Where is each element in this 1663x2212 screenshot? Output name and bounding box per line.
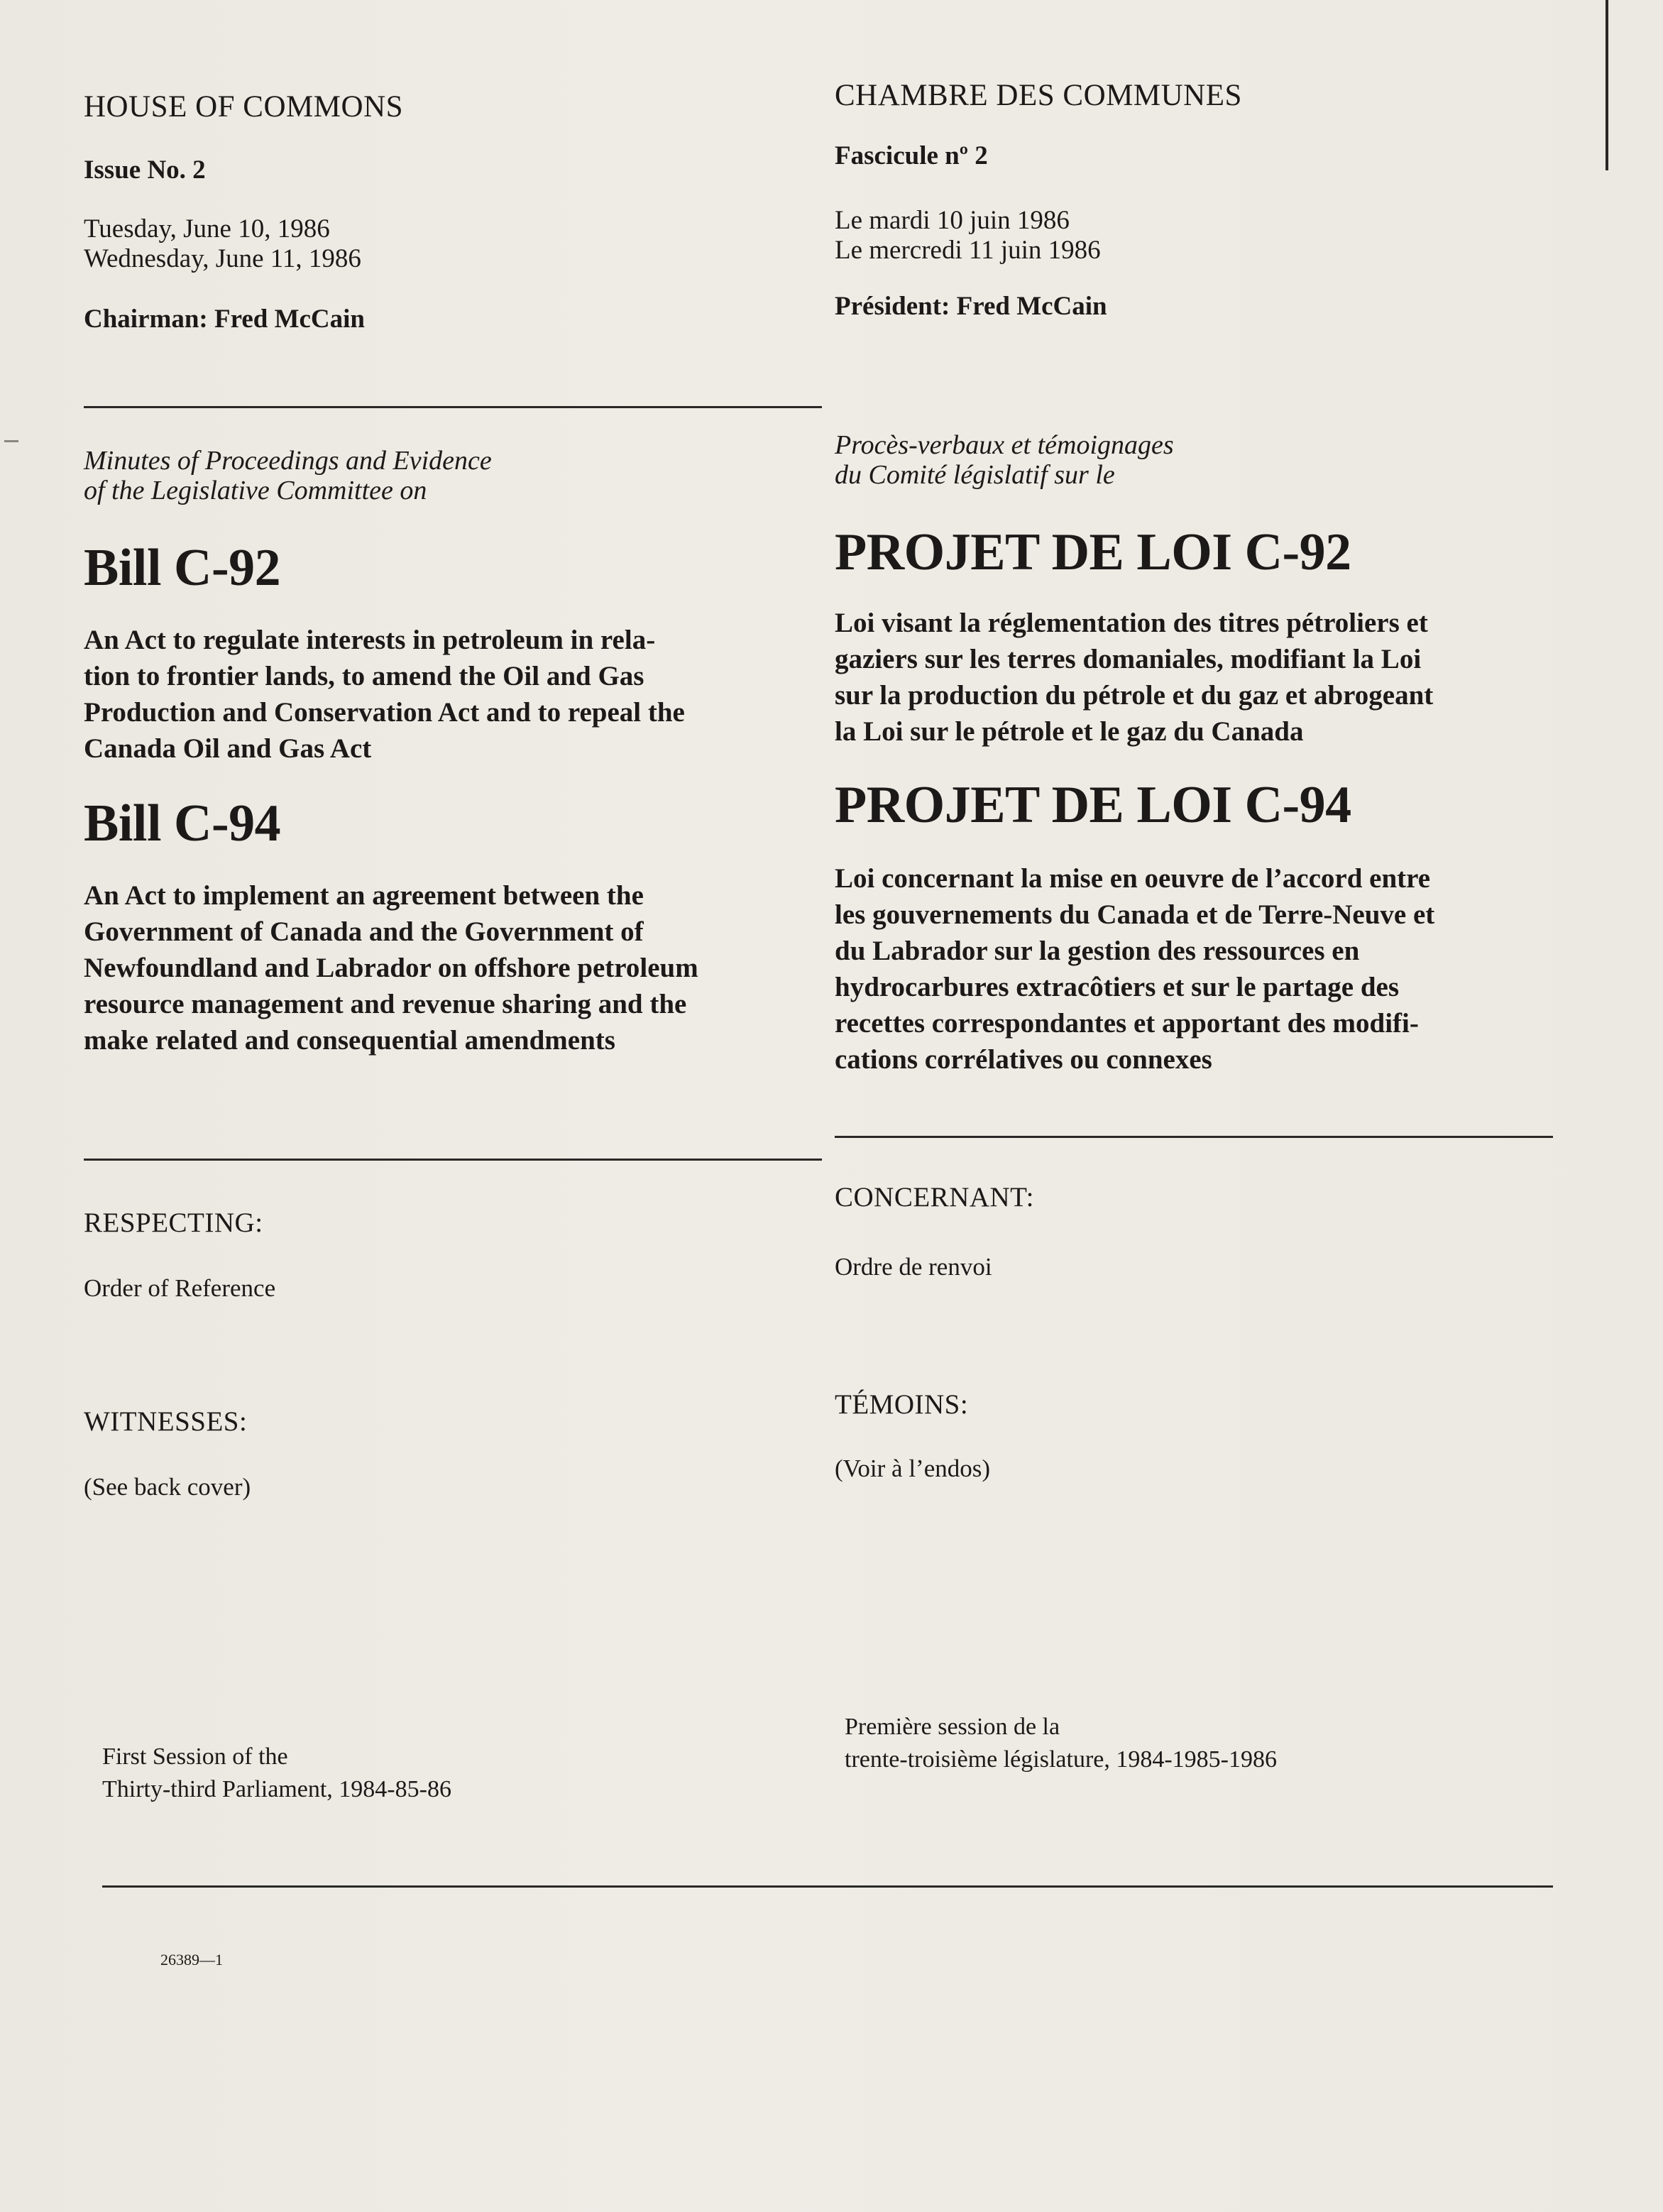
issue-dates	[84, 214, 808, 274]
witnesses-label: WITNESSES:	[84, 1406, 248, 1437]
projet-c94-title: PROJET DE LOI C-94	[835, 776, 1351, 834]
description-line: resource management and revenue sharing and the	[84, 989, 687, 1019]
divider	[84, 1159, 822, 1161]
minutes-line: Minutes of Proceedings and Evidence	[84, 446, 492, 476]
house-of-commons-heading: HOUSE OF COMMONS	[84, 90, 404, 124]
description-line: sur la production du pétrole et du gaz et abrogeant	[835, 680, 1434, 711]
bill-c92-title: Bill C-92	[84, 539, 281, 597]
description-line: hydrocarbures extracôtiers et sur le partage des	[835, 972, 1400, 1002]
description-line: Newfoundland and Labrador on offshore petroleum	[84, 953, 698, 983]
binding-edge	[1606, 0, 1608, 170]
description-line: gaziers sur les terres domaniales, modifiant la Loi	[835, 644, 1422, 674]
description-line: la Loi sur le pétrole et le gaz du Canada	[835, 716, 1304, 747]
description-line: make related and consequential amendments	[84, 1025, 615, 1056]
date-line: Le mardi 10 juin 1986	[835, 206, 1070, 235]
margin-mark	[4, 440, 18, 442]
bill-c92-description	[84, 622, 808, 767]
ordre-de-renvoi: Ordre de renvoi	[835, 1253, 992, 1281]
bill-c94-description	[84, 877, 808, 1058]
date-line: Tuesday, June 10, 1986	[84, 214, 330, 243]
description-line: Government of Canada and the Government of	[84, 916, 644, 947]
description-line: cations corrélatives ou connexes	[835, 1044, 1212, 1075]
session-info-fr	[845, 1711, 1569, 1776]
concernant-label: CONCERNANT:	[835, 1182, 1034, 1212]
projet-c92-title: PROJET DE LOI C-92	[835, 523, 1351, 581]
temoins-label: TÉMOINS:	[835, 1389, 969, 1420]
description-line: Canada Oil and Gas Act	[84, 733, 372, 764]
bottom-divider	[102, 1885, 1553, 1888]
description-line: du Labrador sur la gestion des ressources en	[835, 936, 1360, 966]
issue-dates-fr	[835, 206, 1559, 265]
proces-verbaux-heading	[835, 430, 1559, 490]
description-line: les gouvernements du Canada et de Terre-Neuve et	[835, 899, 1435, 930]
session-line: First Session of the	[102, 1743, 288, 1770]
session-line: Première session de la	[845, 1714, 1060, 1740]
description-line: Loi visant la réglementation des titres pétroliers et	[835, 608, 1428, 638]
divider	[84, 406, 822, 408]
voir-endos: (Voir à l’endos)	[835, 1455, 991, 1482]
session-line: trente-troisième législature, 1984-1985-1986	[845, 1746, 1277, 1773]
description-line: An Act to implement an agreement between the	[84, 880, 644, 911]
chairman: Chairman: Fred McCain	[84, 305, 365, 334]
date-line: Wednesday, June 11, 1986	[84, 244, 361, 273]
fascicule-number: Fascicule nº 2	[835, 141, 988, 170]
order-of-reference: Order of Reference	[84, 1274, 276, 1302]
projet-c94-description	[835, 860, 1559, 1078]
minutes-line: of the Legislative Committee on	[84, 476, 427, 505]
date-line: Le mercredi 11 juin 1986	[835, 236, 1101, 265]
projet-c92-description	[835, 605, 1559, 750]
minutes-line: Procès-verbaux et témoignages	[835, 430, 1174, 460]
bill-c94-title: Bill C-94	[84, 794, 281, 853]
description-line: tion to frontier lands, to amend the Oil and Gas	[84, 661, 644, 691]
description-line: Production and Conservation Act and to repeal the	[84, 697, 685, 728]
respecting-label: RESPECTING:	[84, 1208, 263, 1238]
description-line: recettes correspondantes et apportant des modifi-	[835, 1008, 1419, 1039]
see-back-cover: (See back cover)	[84, 1473, 251, 1501]
minutes-heading	[84, 446, 808, 505]
session-line: Thirty-third Parliament, 1984-85-86	[102, 1776, 451, 1802]
description-line: An Act to regulate interests in petroleum in rela-	[84, 625, 656, 655]
description-line: Loi concernant la mise en oeuvre de l’accord entre	[835, 863, 1431, 894]
minutes-line: du Comité législatif sur le	[835, 460, 1115, 490]
president: Président: Fred McCain	[835, 292, 1107, 321]
issue-number: Issue No. 2	[84, 155, 206, 185]
divider	[835, 1136, 1553, 1138]
session-info	[102, 1741, 826, 1806]
print-code: 26389—1	[160, 1951, 223, 1969]
chambre-des-communes-heading: CHAMBRE DES COMMUNES	[835, 79, 1242, 112]
